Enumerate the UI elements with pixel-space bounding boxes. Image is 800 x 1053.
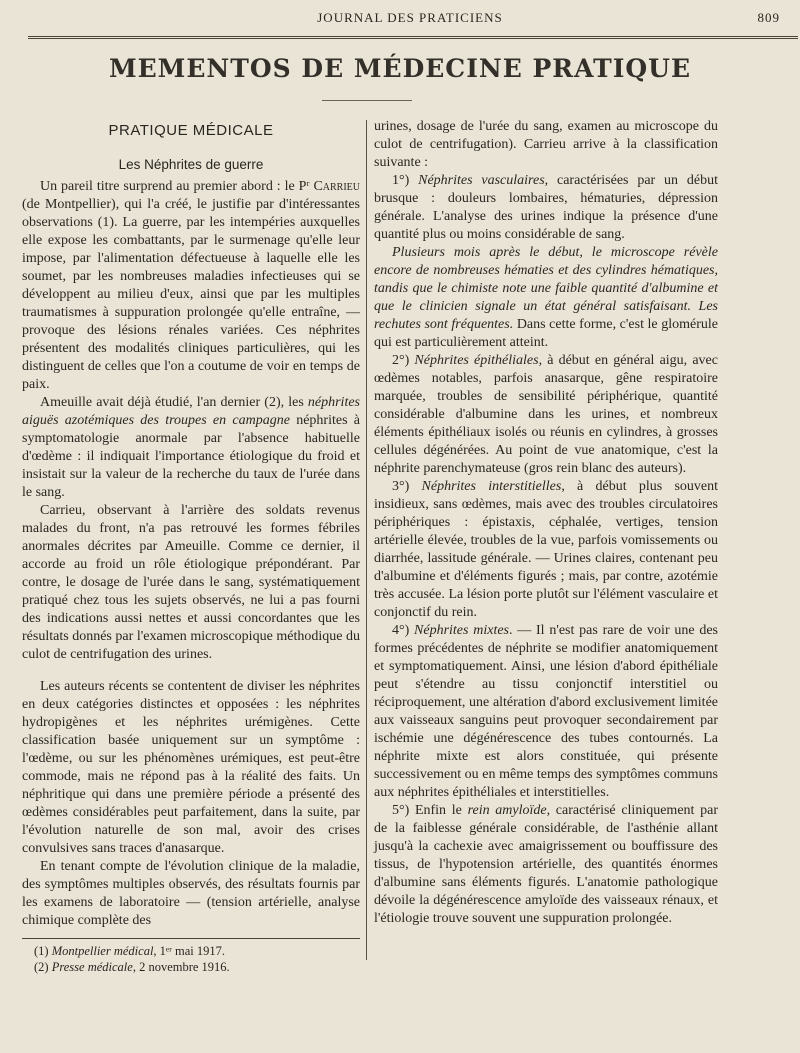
paragraph: Carrieu, observant à l'arrière des soldats revenus malades du front, n'a pas retrouvé les formes fébriles anormales décrites par Ameuille. Comme ce dernier, il accorde au froid un rôle étiologique prépondérant. Par contre, le dosage de l'urée dans le sang, systématiquement pratiqué chez tous les sujets observés, ne lui a pas fourni des indications aussi nettes et aussi concordantes que les résultats donnés par l'examen microscopique méthodique du culot de centrifugation des urines. — [22, 503, 360, 662]
section-title: PRATIQUE MÉDICALE — [108, 122, 274, 139]
journal-name: JOURNAL DES PRATICIENS — [317, 10, 503, 25]
paragraph: 2°) Néphrites épithéliales, à début en général aigu, avec œdèmes notables, parfois anasarque, gêne respiratoire marquée, troubles de sensibilité périphérique, quantité considérable d'albumine dans les urines, et nombreux éléments épithéliaux isolés ou réunis en cylindres, à grosses cellules dégénérées. Au point de vue anatomique, c'est la néphrite parenchymateuse (gros rein blanc des auteurs). — [374, 353, 718, 476]
title-rule — [322, 100, 412, 101]
author-name: Carrieu — [313, 179, 360, 194]
paragraph: 5°) Enfin le rein amyloïde, caractérisé cliniquement par de la faiblesse générale considérable, de l'asthénie allant jusqu'à la cachexie avec amaigrissement ou bouffissure des tissus, de l'hypotension artérielle, des quantités énormes d'albumine sans éléments figurés. L'anatomie pathologique dévoile la dégénérescence amyloïde des vaisseaux rénaux, et l'étiologie trouve souvent une suppuration prolongée. — [374, 803, 718, 926]
header-rule — [28, 36, 798, 37]
paragraph: 3°) Néphrites interstitielles, à début plus souvent insidieux, sans œdèmes, mais avec des troubles circulatoires périphériques : épistaxis, céphalée, vertiges, tension artérielle élevée, troubles de la vue, parfois vomissements ou diarrhée, lassitude générale. — Urines claires, contenant peu d'albumine et d'éléments figurés ; mais, par contre, azotémie très accusée. La lésion porte plutôt sur l'élément vasculaire et conjonctif du rein. — [374, 479, 718, 620]
paragraph: urines, dosage de l'urée du sang, examen au microscope du culot de centrifugation). Carrieu arrive à la classification suivante : — [374, 119, 718, 170]
header-rule-double — [28, 38, 798, 39]
right-column — [374, 118, 718, 928]
footnote: (2) Presse médicale, 2 novembre 1916. — [34, 960, 230, 974]
paragraph: Plusieurs mois après le début, le microscope révèle encore de nombreuses hématies et des cylindres hématiques, tandis que le chimiste note une faible quantité d'albumine et que le clinicien signale un état général satisfaisant. Les rechutes sont fréquentes. Dans cette forme, c'est le glomérule qui est particulièrement atteint. — [374, 245, 718, 350]
article-title: Les Néphrites de guerre — [118, 157, 264, 172]
paragraph: Ameuille avait déjà étudié, l'an dernier (2), les néphrites aiguës azotémiques des troupes en campagne néphrites à symptomatologie anormale par l'absence habituelle d'œdème : il indiquait l'importance étiologique du froid et insistait sur la valeur de la recherche du taux de l'urée dans le sang. — [22, 395, 360, 500]
left-column — [22, 118, 360, 975]
page-number: 809 — [757, 10, 780, 25]
paragraph: 1°) Néphrites vasculaires, caractérisées par un début brusque : douleurs lombaires, hématuries, dépression générale. L'analyse des urines indique la présence d'une quantité plus ou moins considérable de sang. — [374, 173, 718, 242]
column-divider — [366, 120, 367, 960]
page-title: MEMENTOS DE MÉDECINE PRATIQUE — [108, 54, 692, 83]
footnote-rule — [22, 938, 360, 939]
paragraph: 4°) Néphrites mixtes. — Il n'est pas rare de voir une des formes précédentes de néphrite se modifier anatomiquement et symptomatiquement. Ainsi, une lésion d'abord épithéliale peut s'étendre au tissu conjonctif interstitiel ou réciproquement, une altération d'abord exclusivement limitée aux vaisseaux sanguins peut provoquer secondairement par ischémie une dégénérescence des tubes contournés. La néphrite mixte est alors constituée, qui présente successivement ou en même temps des symptômes communs aux néphrites épithéliales et interstitielles. — [374, 623, 718, 800]
paragraph: En tenant compte de l'évolution clinique de la maladie, des symptômes multiples observés, des résultats fournis par les examens de laboratoire — (tension artérielle, analyse chimique complète des — [22, 859, 360, 928]
running-head — [40, 10, 780, 32]
footnote: (1) Montpellier médical, 1ᵉʳ mai 1917. — [34, 944, 225, 958]
paragraph: Les auteurs récents se contentent de diviser les néphrites en deux catégories distinctes et opposées : les néphrites hydropigènes et les néphrites urémigènes. Cette classification basée uniquement sur un symptôme : l'œdème, ou sur les phénomènes urémiques, est peut-être commode, mais ne répond pas à la réalité des faits. Un néphritique qui dans une première période a présenté des œdèmes considérables peut parfaitement, dans la suite, par l'évolution naturelle de son mal, avoir des crises convulsives sans traces d'anasarque. — [22, 679, 360, 856]
paragraph: Un pareil titre surprend au premier abord : le Pʳ Carrieu (de Montpellier), qui l'a créé, le justifie par d'intéressantes observations (1). La guerre, par les intempéries auxquelles elle expose les combattants, par le surmenage qu'elle leur impose, par l'alimentation défectueuse à laquelle elle les soumet, par les nombreuses maladies infectieuses qui se développent au milieu d'eux, ainsi que par les multiples traumatismes à suppuration prolongée qu'elle entraîne, — provoque des lésions rénales variées. Ces néphrites présentent des modalités cliniques particulières, qui les distinguent de celles que l'on a coutume de voir en temps de paix. — [22, 179, 360, 392]
